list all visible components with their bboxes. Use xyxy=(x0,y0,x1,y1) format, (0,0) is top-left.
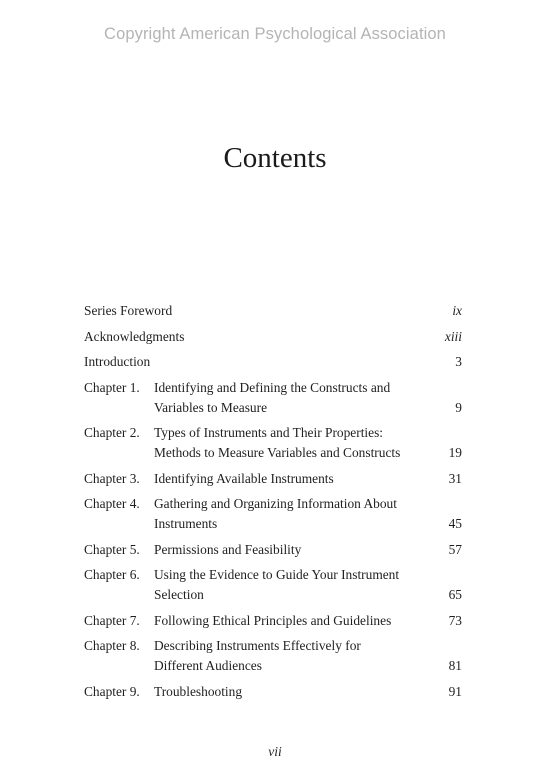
page-title: Contents xyxy=(223,142,327,174)
toc-page-number: ix xyxy=(452,303,462,318)
toc-title-text: Introduction xyxy=(84,354,151,369)
toc-entry-title-continued xyxy=(84,656,462,676)
toc-page-number: 45 xyxy=(448,516,462,531)
toc-entry-title xyxy=(84,565,462,585)
toc-title-text: Describing Instruments Effectively for xyxy=(154,638,361,653)
toc-page-number: 3 xyxy=(455,354,462,369)
table-of-contents xyxy=(84,301,462,707)
toc-title-text: Acknowledgments xyxy=(84,328,185,344)
toc-entry-title-continued xyxy=(84,585,462,605)
toc-chapter-number: Chapter 5. xyxy=(84,541,140,557)
toc-page-number: 91 xyxy=(448,683,462,699)
toc-page-number: 19 xyxy=(448,445,462,460)
toc-entry xyxy=(84,636,462,676)
toc-entry-title xyxy=(84,352,462,372)
toc-entry-title xyxy=(84,301,462,321)
toc-entry xyxy=(84,565,462,605)
toc-entry xyxy=(84,494,462,534)
toc-entry-title-continued xyxy=(84,398,462,418)
toc-entry-title xyxy=(84,494,462,514)
toc-page-number: 57 xyxy=(448,541,462,557)
toc-chapter-number: Chapter 8. xyxy=(84,638,140,653)
toc-title-text: Instruments xyxy=(154,516,218,531)
toc-entry-title xyxy=(84,682,462,702)
toc-title-text: Following Ethical Principles and Guidelines xyxy=(154,612,392,628)
toc-title-text: Selection xyxy=(154,587,204,602)
toc-page-number: 81 xyxy=(448,658,462,673)
toc-entry xyxy=(84,378,462,418)
toc-title-text: Methods to Measure Variables and Constructs xyxy=(154,445,401,460)
toc-entry xyxy=(84,301,462,321)
toc-entry-title xyxy=(84,327,462,347)
copyright-watermark: Copyright American Psychological Association xyxy=(104,25,446,43)
toc-entry-title xyxy=(84,469,462,489)
toc-chapter-number: Chapter 2. xyxy=(84,425,140,440)
toc-chapter-number: Chapter 4. xyxy=(84,496,140,511)
toc-title-text: Types of Instruments and Their Properties: xyxy=(154,425,384,440)
toc-entry-title-continued xyxy=(84,443,462,463)
toc-entry-title xyxy=(84,540,462,560)
toc-page-number: 65 xyxy=(448,587,462,602)
toc-title-text: Permissions and Feasibility xyxy=(154,541,302,557)
toc-page-number: 73 xyxy=(448,612,462,628)
toc-entry-title xyxy=(84,378,462,398)
toc-entry xyxy=(84,352,462,372)
toc-title-text: Gathering and Organizing Information About xyxy=(154,496,397,511)
toc-title-text: Different Audiences xyxy=(154,658,262,673)
toc-entry xyxy=(84,469,462,489)
toc-entry-title xyxy=(84,611,462,631)
toc-page-number: 9 xyxy=(455,399,462,415)
toc-entry-title-continued xyxy=(84,514,462,534)
toc-chapter-number: Chapter 9. xyxy=(84,683,140,699)
toc-chapter-number: Chapter 7. xyxy=(84,612,140,628)
page-number-folio: vii xyxy=(268,744,282,759)
toc-entry xyxy=(84,611,462,631)
toc-title-text: Variables to Measure xyxy=(154,399,268,415)
toc-chapter-number: Chapter 6. xyxy=(84,567,140,582)
toc-chapter-number: Chapter 3. xyxy=(84,470,140,486)
toc-entry xyxy=(84,682,462,702)
toc-title-text: Identifying Available Instruments xyxy=(154,470,334,486)
toc-entry-title xyxy=(84,636,462,656)
toc-page-number: xiii xyxy=(444,328,462,344)
toc-title-text: Series Foreword xyxy=(84,303,173,318)
toc-title-text: Using the Evidence to Guide Your Instrument xyxy=(154,567,400,582)
toc-entry-title xyxy=(84,423,462,443)
toc-title-text: Identifying and Defining the Constructs and xyxy=(154,379,391,395)
toc-chapter-number: Chapter 1. xyxy=(84,379,140,395)
toc-entry xyxy=(84,327,462,347)
toc-entry xyxy=(84,423,462,463)
toc-page-number: 31 xyxy=(448,470,462,486)
toc-entry xyxy=(84,540,462,560)
toc-title-text: Troubleshooting xyxy=(154,683,243,699)
